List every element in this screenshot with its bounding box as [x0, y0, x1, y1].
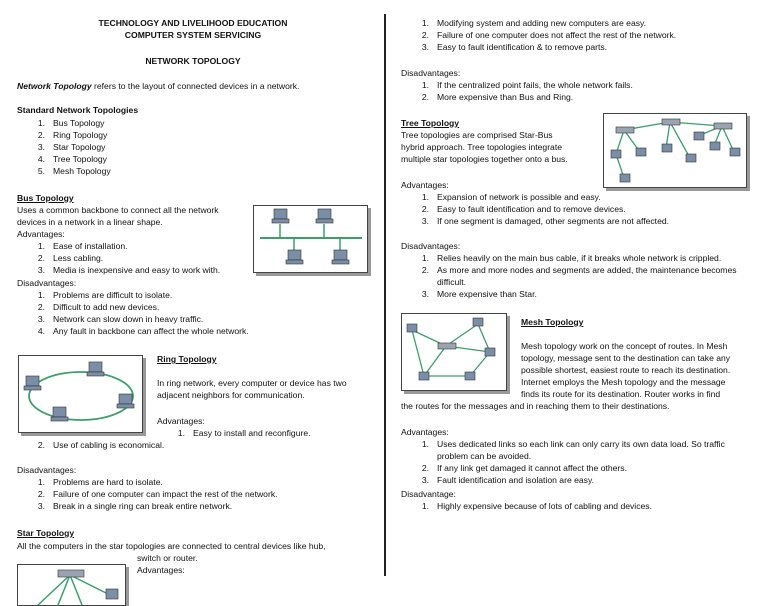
list-item: 2. If any link get damaged it cannot affect the others. [421, 463, 627, 473]
list-item: 1. Modifying system and adding new computers are easy. [421, 18, 647, 28]
list-item: 1. Problems are hard to isolate. [37, 477, 163, 487]
list-item: 2. Difficult to add new devices. [37, 302, 160, 312]
tree-dis-label: Disadvantages: [401, 241, 461, 251]
standard-heading: Standard Network Topologies [17, 105, 139, 115]
tree-heading: Tree Topology [401, 118, 460, 128]
page-title: NETWORK TOPOLOGY [145, 56, 241, 66]
mesh-para-line-3: possible shortest, easiest route to reach its destination. [521, 365, 731, 375]
list-item: 3. Easy to fault identification & to remove parts. [421, 42, 608, 52]
mesh-dis-label: Disadvantage: [401, 489, 456, 499]
standard-list [17, 117, 217, 177]
ring-desc-2: adjacent neighbors for communication. [157, 390, 305, 400]
mesh-dis-list [401, 500, 751, 512]
mesh-para-line-2: topology, message sent to the destination can take any [521, 353, 731, 363]
tree-dis-list [401, 252, 751, 300]
ring-adv-item-2: 2. Use of cabling is economical. [37, 440, 165, 450]
ring-heading: Ring Topology [157, 354, 217, 364]
list-item: 4. Tree Topology [37, 154, 107, 164]
ring-dis-list [17, 476, 369, 512]
intro-term: Network Topology [17, 81, 92, 91]
tree-topology-figure [603, 113, 747, 188]
column-divider [384, 14, 386, 576]
star-desc-1: All the computers in the star topologies are connected to central devices like hub, [17, 541, 326, 551]
list-item: 1. Highly expensive because of lots of cabling and devices. [421, 501, 652, 511]
list-item: 2. Easy to fault identification and to remove devices. [421, 204, 626, 214]
star-heading: Star Topology [17, 528, 75, 538]
tree-desc-1: Tree topologies are comprised Star-Bus [401, 130, 553, 140]
list-item: 2. As more and more nodes and segments are added, the maintenance becomes difficult. [421, 265, 737, 287]
list-item: 1. Expansion of network is possible and easy. [421, 192, 601, 202]
mesh-heading: Mesh Topology [521, 317, 584, 327]
bus-desc-1: Uses a common backbone to connect all the network [17, 205, 219, 215]
list-item: 3. Break in a single ring can break entire network. [37, 501, 233, 511]
bus-dis-list [17, 289, 369, 337]
ring-adv-label: Advantages: [157, 416, 205, 426]
list-item: 1. Bus Topology [37, 118, 105, 128]
intro-paragraph [17, 80, 369, 92]
tree-adv-label: Advantages: [401, 180, 449, 190]
mesh-para-line-1: Mesh topology work on the concept of routes. In Mesh [521, 341, 728, 351]
list-item: 1. Problems are difficult to isolate. [37, 290, 173, 300]
bus-topology-figure [253, 205, 368, 273]
list-item: 2. Less cabling. [37, 253, 104, 263]
ring-dis-label: Disadvantages: [17, 465, 77, 475]
header-line-1: TECHNOLOGY AND LIVELIHOOD EDUCATION [98, 18, 288, 28]
list-item: 3. Fault identification and isolation are easy. [421, 475, 595, 485]
bus-adv-label: Advantages: [17, 229, 65, 239]
list-item: 3. Media is inexpensive and easy to work with. [37, 265, 221, 275]
mesh-adv-list [401, 438, 751, 486]
mesh-topology-figure [401, 313, 507, 391]
bus-desc-2: devices in a network in a linear shape. [17, 217, 163, 227]
list-item: 5. Mesh Topology [37, 166, 111, 176]
list-item: 3. Network can slow down in heavy traffic. [37, 314, 204, 324]
list-item: 3. If one segment is damaged, other segments are not affected. [421, 216, 670, 226]
list-item: 3. Star Topology [37, 142, 106, 152]
list-item: 2. Failure of one computer does not affect the rest of the network. [421, 30, 677, 40]
mesh-para-line-4: Internet employs the Mesh topology and the message [521, 377, 726, 387]
tree-desc-3: multiple star topologies together onto a bus. [401, 154, 568, 164]
list-item: 2. Failure of one computer can impact the rest of the network. [37, 489, 278, 499]
mesh-adv-label: Advantages: [401, 427, 449, 437]
list-item: 1. Relies heavily on the main bus cable, if it breaks whole network is crippled. [421, 253, 722, 263]
list-item: 2. More expensive than Bus and Ring. [421, 92, 574, 102]
star-adv-label: Advantages: [137, 565, 185, 575]
header-line-2: COMPUTER SYSTEM SERVICING [124, 30, 262, 40]
star-topology-figure [17, 564, 126, 606]
mesh-para-line-6: the routes for the messages and in reaching them to their destinations. [401, 401, 670, 411]
bus-dis-label: Disadvantages: [17, 278, 77, 288]
mesh-para-line-5: finds its route for its destination. Router works in find [521, 389, 721, 399]
ring-topology-figure [18, 355, 143, 433]
star-adv-list [401, 17, 751, 53]
list-item: 3. More expensive than Star. [421, 289, 537, 299]
star-dis-list [401, 79, 751, 103]
list-item: 1. If the centralized point fails, the whole network fails. [421, 80, 633, 90]
tree-adv-list [401, 191, 751, 227]
star-dis-label: Disadvantages: [401, 68, 461, 78]
list-item: 1. Uses dedicated links so each link can only carry its own data load. So traffic problem can be avoided. [421, 439, 725, 461]
ring-desc-1: In ring network, every computer or device has two [157, 378, 347, 388]
intro-rest: refers to the layout of connected devices in a network. [91, 81, 300, 91]
list-item: 2. Ring Topology [37, 130, 108, 140]
ring-adv-item-1: 1. Easy to install and reconfigure. [177, 428, 311, 438]
tree-desc-2: hybrid approach. Tree topologies integrate [401, 142, 562, 152]
star-desc-2: switch or router. [137, 553, 198, 563]
list-item: 4. Any fault in backbone can affect the whole network. [37, 326, 249, 336]
bus-heading: Bus Topology [17, 193, 74, 203]
list-item: 1. Ease of installation. [37, 241, 128, 251]
